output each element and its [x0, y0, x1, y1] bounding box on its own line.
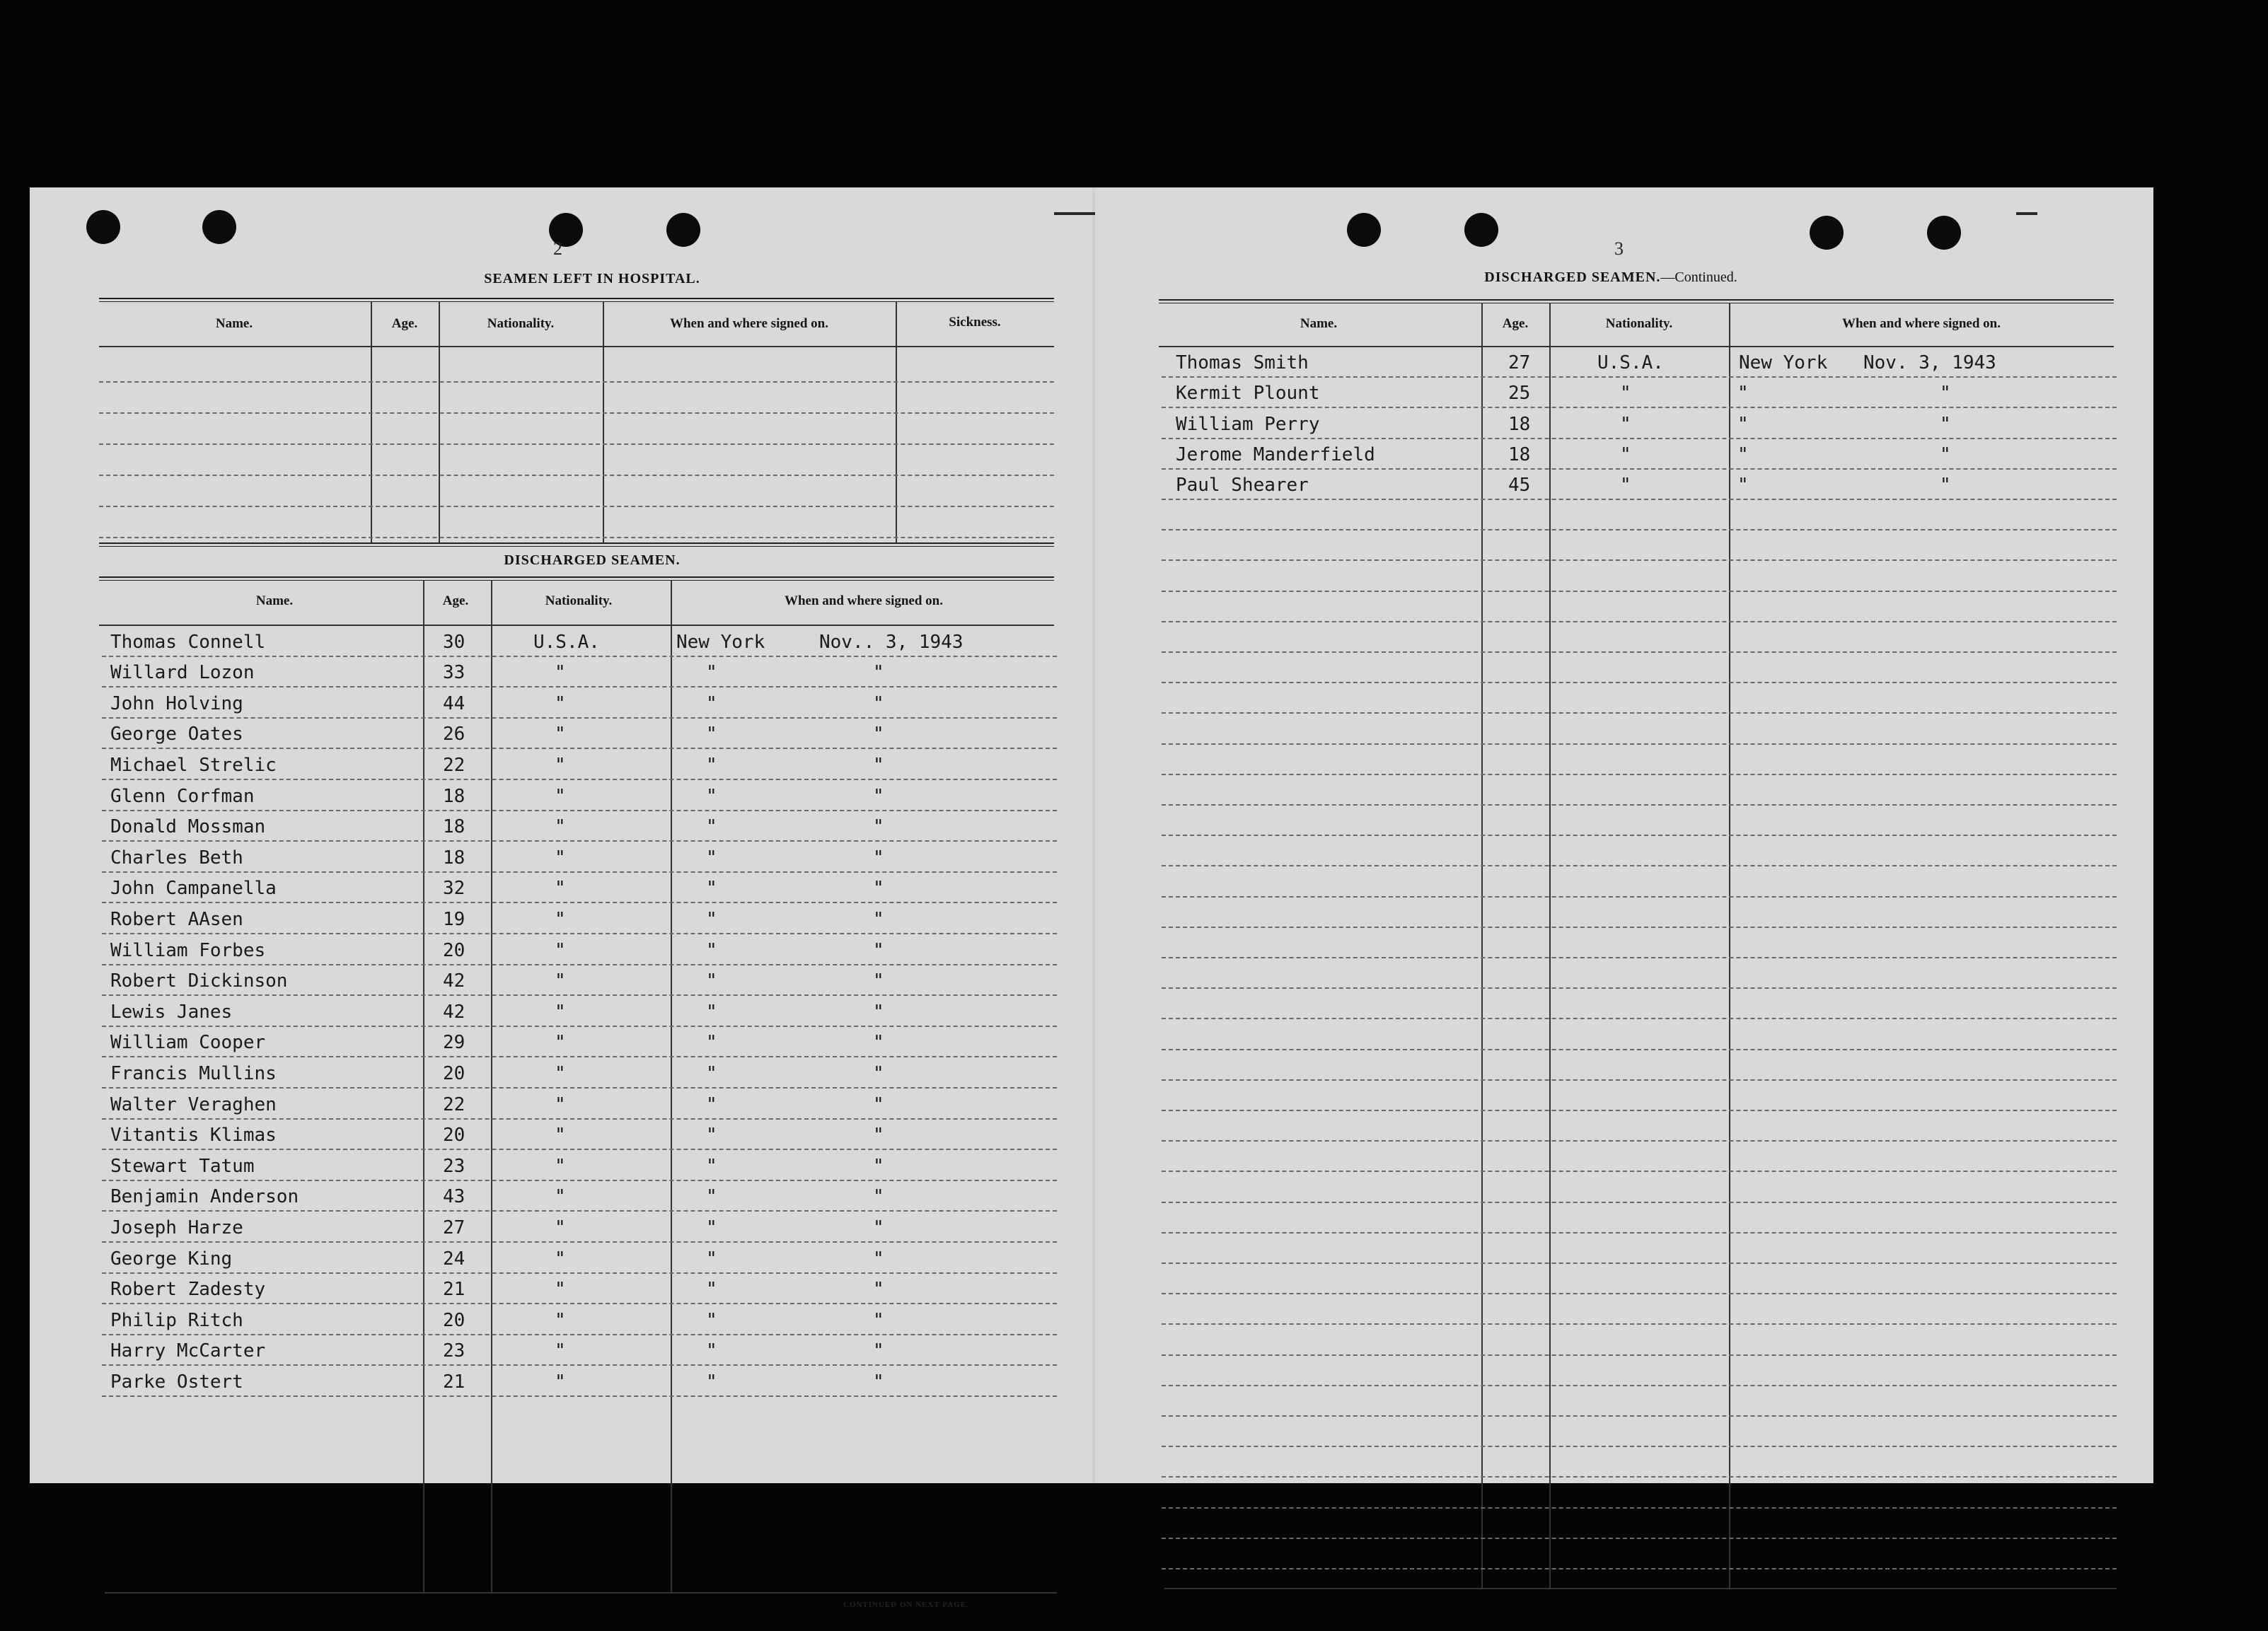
- seaman-age: 20: [443, 1125, 465, 1147]
- seaman-nationality: ": [555, 692, 566, 714]
- signed-on-date: ": [873, 724, 884, 745]
- seaman-nationality: ": [1620, 413, 1631, 435]
- row-rule: [99, 537, 1054, 538]
- seaman-name: Robert AAsen: [110, 909, 243, 930]
- seaman-nationality: U.S.A.: [1597, 352, 1664, 374]
- seaman-age: 27: [1508, 352, 1531, 374]
- seaman-name: Michael Strelic: [110, 755, 277, 776]
- row-rule: [1162, 1232, 2117, 1234]
- column-header: Age.: [391, 316, 418, 331]
- signed-on-place: ": [706, 785, 717, 807]
- signed-on-date: ": [873, 662, 884, 684]
- seaman-age: 24: [443, 1248, 465, 1270]
- signed-on-place: ": [706, 909, 717, 930]
- row-rule: [1162, 1354, 2117, 1356]
- signed-on-place: New York: [676, 631, 765, 653]
- row-rule: [102, 717, 1057, 719]
- row-rule: [1162, 1171, 2117, 1172]
- signed-on-date: ": [873, 755, 884, 776]
- seaman-name: Parke Ostert: [110, 1371, 243, 1393]
- ink-speck: [1054, 212, 1095, 215]
- signed-on-place: ": [706, 662, 717, 684]
- seaman-nationality: U.S.A.: [533, 631, 600, 653]
- continued-footnote: CONTINUED ON NEXT PAGE.: [843, 1601, 969, 1609]
- page-number: 2: [553, 238, 562, 259]
- signed-on-place: ": [706, 1125, 717, 1147]
- signed-on-date: ": [873, 1248, 884, 1270]
- column-divider: [1549, 303, 1551, 1588]
- signed-on-place: ": [706, 1001, 717, 1023]
- header-rule: [99, 625, 1054, 626]
- row-rule: [1162, 621, 2117, 622]
- seaman-nationality: ": [1620, 443, 1631, 465]
- signed-on-place: ": [706, 1063, 717, 1084]
- seaman-nationality: ": [555, 785, 566, 807]
- seaman-nationality: ": [555, 847, 566, 869]
- signed-on-place: ": [706, 1309, 717, 1331]
- row-rule: [1162, 1293, 2117, 1294]
- seaman-nationality: ": [555, 662, 566, 684]
- row-rule: [1162, 499, 2117, 500]
- seaman-name: Paul Shearer: [1176, 475, 1309, 496]
- row-rule: [1162, 1049, 2117, 1050]
- seaman-age: 20: [443, 939, 465, 961]
- punch-hole: [1347, 213, 1381, 247]
- seaman-age: 18: [443, 816, 465, 838]
- signed-on-date: Nov. 3, 1943: [1863, 352, 1996, 374]
- row-rule: [102, 1149, 1057, 1150]
- row-rule: [1162, 1385, 2117, 1386]
- row-rule: [1162, 1568, 2117, 1569]
- row-rule: [1162, 712, 2117, 714]
- signed-on-date: ": [1940, 475, 1951, 496]
- signed-on-date: ": [873, 939, 884, 961]
- row-rule: [99, 506, 1054, 507]
- seaman-nationality: ": [555, 939, 566, 961]
- row-rule: [102, 1364, 1057, 1366]
- row-rule: [1162, 774, 2117, 775]
- row-rule: [102, 1272, 1057, 1274]
- row-rule: [1162, 1538, 2117, 1539]
- seaman-nationality: ": [555, 724, 566, 745]
- row-rule: [102, 1180, 1057, 1181]
- row-rule: [1162, 804, 2117, 806]
- seaman-age: 22: [443, 755, 465, 776]
- seaman-age: 32: [443, 878, 465, 900]
- table-bottom-rule: [99, 542, 1054, 547]
- signed-on-date: ": [873, 1309, 884, 1331]
- row-rule: [1162, 987, 2117, 989]
- table-top-rule: [99, 576, 1054, 581]
- seaman-nationality: ": [555, 1371, 566, 1393]
- row-rule: [1162, 682, 2117, 683]
- seaman-age: 20: [443, 1063, 465, 1084]
- seaman-nationality: ": [555, 1309, 566, 1331]
- row-rule: [1162, 651, 2117, 653]
- seaman-nationality: ": [555, 1279, 566, 1301]
- seaman-name: Stewart Tatum: [110, 1155, 255, 1177]
- signed-on-place: ": [706, 724, 717, 745]
- row-rule: [102, 1118, 1057, 1120]
- seaman-name: Robert Zadesty: [110, 1279, 266, 1301]
- column-header: Nationality.: [1605, 316, 1673, 331]
- signed-on-place: ": [1737, 443, 1749, 465]
- signed-on-date: Nov.. 3, 1943: [819, 631, 964, 653]
- signed-on-date: ": [1940, 443, 1951, 465]
- row-rule: [102, 656, 1057, 657]
- column-divider: [1481, 303, 1483, 1588]
- row-rule: [1162, 896, 2117, 898]
- signed-on-place: ": [706, 1340, 717, 1362]
- seaman-age: 18: [1508, 443, 1531, 465]
- seaman-nationality: ": [555, 909, 566, 930]
- row-rule: [102, 748, 1057, 749]
- row-rule: [1162, 376, 2117, 378]
- punch-hole: [666, 213, 700, 247]
- signed-on-place: ": [1737, 383, 1749, 405]
- signed-on-date: ": [873, 847, 884, 869]
- header-rule: [1159, 346, 2114, 347]
- row-rule: [99, 475, 1054, 476]
- signed-on-place: ": [706, 847, 717, 869]
- column-divider: [1729, 303, 1730, 1588]
- seaman-age: 42: [443, 970, 465, 992]
- seaman-name: William Perry: [1176, 413, 1320, 435]
- seaman-age: 25: [1508, 383, 1531, 405]
- seaman-age: 30: [443, 631, 465, 653]
- signed-on-place: ": [706, 1155, 717, 1177]
- signed-on-place: New York: [1739, 352, 1828, 374]
- signed-on-place: ": [706, 816, 717, 838]
- seaman-name: Willard Lozon: [110, 662, 255, 684]
- seaman-name: John Campanella: [110, 878, 277, 900]
- row-rule: [102, 686, 1057, 687]
- signed-on-place: ": [706, 1093, 717, 1115]
- signed-on-date: ": [873, 692, 884, 714]
- row-rule: [1162, 1140, 2117, 1142]
- header-rule: [99, 346, 1054, 347]
- discharged-section-title: DISCHARGED SEAMEN.: [504, 552, 681, 568]
- seaman-name: Benjamin Anderson: [110, 1186, 299, 1208]
- row-rule: [1162, 407, 2117, 408]
- row-rule: [1162, 529, 2117, 530]
- row-rule: [1162, 1263, 2117, 1264]
- seaman-nationality: ": [555, 970, 566, 992]
- seaman-name: John Holving: [110, 692, 243, 714]
- table-bottom-rule: [1164, 1588, 2117, 1589]
- signed-on-place: ": [706, 878, 717, 900]
- seaman-nationality: ": [555, 1217, 566, 1238]
- seaman-name: George Oates: [110, 724, 243, 745]
- row-rule: [1162, 743, 2117, 745]
- column-divider: [423, 581, 424, 1592]
- row-rule: [102, 933, 1057, 934]
- column-header: Name.: [1300, 316, 1338, 331]
- page-fold: [1092, 187, 1095, 1483]
- seaman-name: William Cooper: [110, 1032, 266, 1054]
- signed-on-place: ": [706, 1371, 717, 1393]
- punch-hole: [202, 210, 236, 244]
- seaman-nationality: ": [555, 878, 566, 900]
- seaman-age: 21: [443, 1371, 465, 1393]
- seaman-name: Kermit Plount: [1176, 383, 1320, 405]
- seaman-name: Philip Ritch: [110, 1309, 243, 1331]
- seaman-nationality: ": [555, 1093, 566, 1115]
- signed-on-date: ": [873, 1093, 884, 1115]
- signed-on-date: ": [873, 1032, 884, 1054]
- seaman-name: Francis Mullins: [110, 1063, 277, 1084]
- seaman-age: 43: [443, 1186, 465, 1208]
- signed-on-date: ": [873, 1155, 884, 1177]
- row-rule: [1162, 835, 2117, 836]
- row-rule: [99, 412, 1054, 414]
- signed-on-date: ": [873, 785, 884, 807]
- seaman-nationality: ": [1620, 383, 1631, 405]
- ink-speck: [2016, 212, 2037, 215]
- seaman-name: Robert Dickinson: [110, 970, 288, 992]
- row-rule: [99, 443, 1054, 445]
- row-rule: [1162, 438, 2117, 439]
- row-rule: [102, 1303, 1057, 1304]
- row-rule: [1162, 927, 2117, 928]
- seaman-age: 42: [443, 1001, 465, 1023]
- discharged-continued-title: [1303, 269, 1919, 286]
- row-rule: [1162, 591, 2117, 592]
- seaman-nationality: ": [555, 1063, 566, 1084]
- seaman-nationality: ": [555, 1001, 566, 1023]
- column-divider: [671, 581, 672, 1592]
- signed-on-place: ": [706, 1248, 717, 1270]
- seaman-age: 33: [443, 662, 465, 684]
- signed-on-place: ": [706, 1032, 717, 1054]
- row-rule: [1162, 1476, 2117, 1478]
- seaman-age: 29: [443, 1032, 465, 1054]
- seaman-nationality: ": [555, 1186, 566, 1208]
- seaman-name: Thomas Connell: [110, 631, 266, 653]
- hospital-section-title: SEAMEN LEFT IN HOSPITAL.: [484, 271, 700, 286]
- seaman-name: William Forbes: [110, 939, 266, 961]
- punch-hole: [1810, 216, 1844, 250]
- row-rule: [1162, 957, 2117, 958]
- row-rule: [1162, 1079, 2117, 1081]
- title-text: DISCHARGED SEAMEN.: [1484, 269, 1661, 285]
- signed-on-place: ": [706, 1279, 717, 1301]
- signed-on-date: ": [873, 1371, 884, 1393]
- seaman-age: 44: [443, 692, 465, 714]
- signed-on-date: ": [873, 1217, 884, 1238]
- row-rule: [102, 1395, 1057, 1397]
- seaman-name: Jerome Manderfield: [1176, 443, 1375, 465]
- seaman-name: Harry McCarter: [110, 1340, 266, 1362]
- row-rule: [102, 1210, 1057, 1212]
- title-suffix: —Continued.: [1660, 269, 1737, 285]
- row-rule: [99, 381, 1054, 383]
- signed-on-place: ": [706, 1217, 717, 1238]
- seaman-age: 23: [443, 1155, 465, 1177]
- signed-on-place: ": [1737, 475, 1749, 496]
- table-bottom-rule: [105, 1592, 1057, 1594]
- punch-hole: [1927, 216, 1961, 250]
- seaman-nationality: ": [555, 1125, 566, 1147]
- column-header: Age.: [442, 593, 469, 608]
- signed-on-date: ": [873, 1063, 884, 1084]
- seaman-nationality: ": [555, 1155, 566, 1177]
- row-rule: [102, 1026, 1057, 1027]
- signed-on-date: ": [873, 909, 884, 930]
- row-rule: [102, 1087, 1057, 1089]
- seaman-name: Donald Mossman: [110, 816, 266, 838]
- seaman-age: 18: [1508, 413, 1531, 435]
- row-rule: [102, 871, 1057, 873]
- row-rule: [1162, 1415, 2117, 1417]
- seaman-age: 22: [443, 1093, 465, 1115]
- seaman-age: 23: [443, 1340, 465, 1362]
- seaman-age: 19: [443, 909, 465, 930]
- seaman-name: Thomas Smith: [1176, 352, 1309, 374]
- seaman-name: Glenn Corfman: [110, 785, 255, 807]
- row-rule: [1162, 1110, 2117, 1111]
- column-header: When and where signed on.: [1841, 316, 2001, 331]
- column-header: Name.: [215, 316, 253, 331]
- seaman-name: Vitantis Klimas: [110, 1125, 277, 1147]
- page-number: 3: [1614, 238, 1624, 259]
- row-rule: [102, 964, 1057, 965]
- row-rule: [102, 810, 1057, 811]
- seaman-age: 20: [443, 1309, 465, 1331]
- column-header: Sickness.: [949, 315, 1001, 330]
- row-rule: [102, 1056, 1057, 1057]
- signed-on-place: ": [706, 692, 717, 714]
- seaman-nationality: ": [1620, 475, 1631, 496]
- row-rule: [1162, 1507, 2117, 1509]
- signed-on-place: ": [706, 939, 717, 961]
- signed-on-date: ": [873, 1186, 884, 1208]
- signed-on-date: ": [873, 878, 884, 900]
- row-rule: [102, 779, 1057, 780]
- row-rule: [102, 840, 1057, 842]
- column-header: When and where signed on.: [669, 316, 828, 331]
- seaman-name: George King: [110, 1248, 233, 1270]
- row-rule: [1162, 559, 2117, 561]
- signed-on-date: ": [873, 1340, 884, 1362]
- row-rule: [1162, 1202, 2117, 1203]
- table-top-rule: [99, 298, 1054, 302]
- signed-on-date: ": [873, 1001, 884, 1023]
- signed-on-place: ": [1737, 413, 1749, 435]
- seaman-nationality: ": [555, 755, 566, 776]
- punch-hole: [86, 210, 120, 244]
- row-rule: [102, 1334, 1057, 1335]
- signed-on-date: ": [873, 1125, 884, 1147]
- seaman-age: 26: [443, 724, 465, 745]
- seaman-age: 27: [443, 1217, 465, 1238]
- seaman-nationality: ": [555, 1340, 566, 1362]
- column-header: Nationality.: [545, 593, 613, 608]
- signed-on-place: ": [706, 755, 717, 776]
- seaman-age: 45: [1508, 475, 1531, 496]
- row-rule: [1162, 865, 2117, 866]
- seaman-name: Lewis Janes: [110, 1001, 233, 1023]
- column-header: When and where signed on.: [784, 593, 943, 608]
- signed-on-date: ": [1940, 383, 1951, 405]
- signed-on-date: ": [1940, 413, 1951, 435]
- row-rule: [102, 902, 1057, 903]
- table-top-rule: [1159, 299, 2114, 303]
- seaman-name: Joseph Harze: [110, 1217, 243, 1238]
- seaman-nationality: ": [555, 1032, 566, 1054]
- seaman-name: Charles Beth: [110, 847, 243, 869]
- signed-on-date: ": [873, 970, 884, 992]
- signed-on-place: ": [706, 1186, 717, 1208]
- manifest-sheet: [30, 187, 2153, 1609]
- seaman-name: Walter Veraghen: [110, 1093, 277, 1115]
- seaman-nationality: ": [555, 1248, 566, 1270]
- seaman-age: 18: [443, 785, 465, 807]
- signed-on-date: ": [873, 816, 884, 838]
- signed-on-date: ": [873, 1279, 884, 1301]
- row-rule: [102, 994, 1057, 996]
- seaman-nationality: ": [555, 816, 566, 838]
- signed-on-place: ": [706, 970, 717, 992]
- column-divider: [491, 581, 492, 1592]
- seaman-age: 18: [443, 847, 465, 869]
- row-rule: [1162, 1323, 2117, 1325]
- row-rule: [1162, 468, 2117, 470]
- column-header: Name.: [255, 593, 294, 608]
- column-header: Nationality.: [487, 316, 555, 331]
- row-rule: [1162, 1018, 2117, 1019]
- punch-hole: [1464, 213, 1498, 247]
- seaman-age: 21: [443, 1279, 465, 1301]
- column-header: Age.: [1502, 316, 1529, 331]
- row-rule: [102, 1241, 1057, 1243]
- row-rule: [1162, 1446, 2117, 1447]
